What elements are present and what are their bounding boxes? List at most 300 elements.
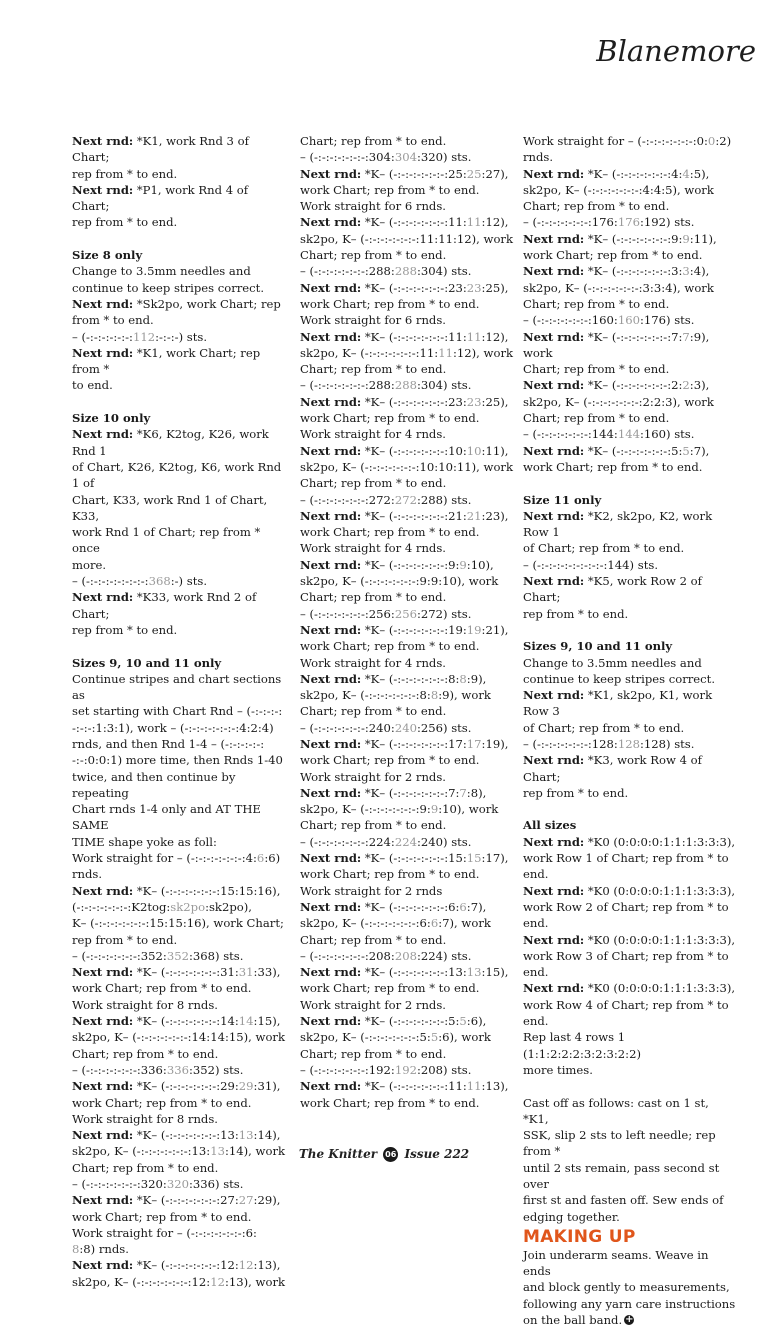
- instruction-text: Work straight for 4 rnds.: [300, 655, 446, 670]
- instruction-text: :336) sts.: [188, 1177, 244, 1191]
- size-value-grey: 27: [238, 1193, 254, 1208]
- pattern-line: [72, 1029, 286, 1045]
- pattern-line: [300, 964, 514, 980]
- instruction-text: *K– (-:-:-:-:-:-:-:9:: [584, 231, 683, 246]
- pattern-line: [300, 231, 514, 247]
- size-value-grey: 240: [394, 720, 417, 735]
- instruction-text: :9), work: [438, 688, 491, 703]
- instruction-text: Work straight for 8 rnds.: [72, 997, 218, 1012]
- pattern-line: [300, 655, 514, 671]
- instruction-text: sk2po, K– (-:-:-:-:-:-:-:4:4:5), work: [523, 182, 714, 197]
- instruction-text: Chart; rep from * to end.: [72, 1046, 219, 1061]
- size-value-grey: 11: [466, 1079, 482, 1094]
- instruction-text: work Chart; rep from * to end.: [300, 639, 480, 654]
- instruction-text: work Chart; rep from * to end.: [72, 981, 252, 996]
- instruction-text: sk2po, K– (-:-:-:-:-:-:-:9:9:10), work: [300, 574, 499, 589]
- magazine-name: The Knitter: [298, 1147, 378, 1161]
- size-value-grey: 21: [466, 508, 482, 523]
- instruction-text: Chart; rep from * to end.: [300, 362, 447, 377]
- size-value-grey: 6: [430, 916, 439, 931]
- instruction-text: :368) sts.: [188, 948, 244, 963]
- heading-text: All sizes: [523, 818, 577, 833]
- pattern-line: [300, 508, 514, 524]
- instruction-text: *K– (-:-:-:-:-:-:-:11:: [361, 215, 467, 230]
- instruction-text: *K– (-:-:-:-:-:-:-:25:: [361, 166, 467, 181]
- instruction-text: *K33, work Rnd 2 of Chart;: [72, 590, 257, 621]
- size-value-grey: 6: [459, 899, 467, 914]
- size-value-grey: 5: [459, 1014, 467, 1029]
- size-value-grey: 17: [466, 736, 482, 751]
- pattern-line: [300, 459, 514, 475]
- instruction-text: Change to 3.5mm needles and: [72, 264, 251, 279]
- size-value-grey: 208: [394, 948, 417, 963]
- instruction-text: first st and fasten off. Sew ends of: [523, 1193, 724, 1208]
- pattern-line: [523, 1160, 737, 1193]
- instruction-text: Work straight for 2 rnds.: [300, 769, 446, 784]
- instruction-text: *K– (-:-:-:-:-:-:-:12:: [133, 1258, 239, 1273]
- pattern-line: [72, 1095, 286, 1111]
- size-heading: [523, 638, 737, 654]
- pattern-line: [300, 280, 514, 296]
- instruction-label: Next rnd:: [523, 329, 585, 344]
- instruction-text: :13),: [253, 1258, 281, 1273]
- instruction-text: :160) sts.: [639, 427, 695, 442]
- instruction-text: Work straight for 2 rnds: [300, 883, 443, 898]
- instruction-text: :13), work: [224, 1274, 286, 1289]
- size-value-grey: 2: [682, 378, 690, 393]
- instruction-text: – (-:-:-:-:-:-:-:272:: [300, 492, 395, 507]
- size-value-grey: 14: [238, 1014, 254, 1029]
- pattern-line: [523, 980, 737, 996]
- instruction-text: work Row 4 of Chart; rep from * to end.: [523, 997, 729, 1029]
- instruction-text: :304) sts.: [416, 378, 472, 393]
- instruction-text: *K– (-:-:-:-:-:-:-:11:: [361, 1079, 467, 1094]
- pattern-line: [72, 1127, 286, 1143]
- pattern-line: [523, 377, 737, 393]
- instruction-text: TIME shape yoke as foll:: [72, 834, 217, 849]
- pattern-line: [72, 866, 286, 882]
- instruction-text: :240) sts.: [416, 834, 472, 849]
- instruction-text: Chart; rep from * to end.: [300, 704, 447, 719]
- pattern-line: [523, 247, 737, 263]
- pattern-line: [300, 736, 514, 752]
- instruction-text: *K– (-:-:-:-:-:-:-:29:: [133, 1079, 239, 1094]
- size-value-grey: 31: [238, 965, 254, 980]
- instruction-text: :208) sts.: [416, 1062, 472, 1077]
- instruction-label: Next rnd:: [300, 965, 362, 980]
- instruction-text: -:-:0:0:1) more time, then Rnds 1-40: [72, 753, 283, 768]
- instruction-text: work Chart; rep from * to end.: [300, 525, 480, 540]
- instruction-text: sk2po, K– (-:-:-:-:-:-:-:11:11:12), work: [300, 231, 513, 246]
- instruction-text: – (-:-:-:-:-:-:-:224:: [300, 834, 395, 849]
- spacer: [523, 622, 737, 638]
- instruction-label: Next rnd:: [300, 394, 362, 409]
- instruction-text: – (-:-:-:-:-:-:-:208:: [300, 948, 395, 963]
- instruction-label: Next rnd:: [300, 1014, 362, 1029]
- size-value-grey: 11: [438, 345, 453, 360]
- instruction-text: :2): [715, 134, 732, 148]
- instruction-label: Next rnd:: [523, 753, 585, 768]
- pattern-line: [523, 899, 737, 932]
- heading-text: Size 11 only: [523, 492, 602, 507]
- instruction-text: :33),: [253, 965, 281, 980]
- instruction-text: work Chart; rep from * to end.: [300, 411, 480, 426]
- pattern-line: [523, 508, 737, 541]
- pattern-line: [523, 329, 737, 362]
- pattern-line: [72, 964, 286, 980]
- pattern-line: [523, 948, 737, 981]
- size-value-grey: 4: [682, 166, 690, 181]
- instruction-text: sk2po, K– (-:-:-:-:-:-:-:12:: [72, 1274, 211, 1289]
- instruction-text: Cast off as follows: cast on 1 st, *K1,: [523, 1095, 709, 1126]
- pattern-line: [300, 1062, 514, 1078]
- instruction-text: work Row 2 of Chart; rep from * to end.: [523, 899, 729, 931]
- instruction-text: Chart; rep from * to end.: [300, 134, 447, 148]
- instruction-label: Next rnd:: [72, 296, 134, 311]
- pattern-line: [300, 182, 514, 198]
- size-value-grey: 12: [238, 1258, 254, 1273]
- instruction-label: Next rnd:: [72, 965, 134, 980]
- instruction-text: SSK, slip 2 sts to left needle; rep from *: [523, 1128, 716, 1159]
- pattern-line: [72, 492, 286, 525]
- instruction-text: sk2po, K– (-:-:-:-:-:-:-:6:: [300, 916, 431, 931]
- pattern-line: [300, 1046, 514, 1062]
- pattern-line: [300, 801, 514, 817]
- instruction-label: Next rnd:: [72, 590, 134, 605]
- instruction-text: :23),: [481, 508, 509, 523]
- instruction-text: Chart; rep from * to end.: [300, 1046, 447, 1061]
- size-value-grey: 11: [466, 215, 482, 230]
- pattern-line: [300, 247, 514, 263]
- instruction-label: Next rnd:: [523, 883, 585, 898]
- instruction-label: Next rnd:: [72, 134, 134, 148]
- instruction-text: Chart, K33, work Rnd 1 of Chart, K33,: [72, 492, 268, 523]
- pattern-line: [300, 1029, 514, 1045]
- instruction-text: *K– (-:-:-:-:-:-:-:19:: [361, 622, 467, 637]
- instruction-text: – (-:-:-:-:-:-:-:288:: [300, 378, 395, 393]
- instruction-text: Join underarm seams. Weave in ends: [523, 1247, 709, 1279]
- instruction-text: :288) sts.: [416, 492, 472, 507]
- pattern-line: [300, 932, 514, 948]
- pattern-line: [72, 1241, 286, 1257]
- instruction-text: rep from * to end.: [523, 606, 629, 621]
- pattern-line: [523, 198, 737, 214]
- pattern-column-2: [300, 133, 514, 1111]
- size-value-grey: 0: [707, 134, 716, 148]
- pattern-line: [300, 899, 514, 915]
- instruction-text: work Chart; rep from * to end.: [72, 1209, 252, 1224]
- instruction-text: work Chart; rep from * to end.: [300, 867, 480, 882]
- instruction-text: and block gently to measurements,: [523, 1280, 730, 1295]
- pattern-line: [72, 214, 286, 230]
- instruction-text: work Rnd 1 of Chart; rep from * once: [72, 525, 261, 556]
- instruction-label: Next rnd:: [72, 1079, 134, 1094]
- pattern-line: [300, 817, 514, 833]
- instruction-label: Next rnd:: [523, 264, 585, 279]
- instruction-text: work Chart; rep from * to end.: [523, 459, 703, 474]
- instruction-text: *K– (-:-:-:-:-:-:-:27:: [133, 1193, 239, 1208]
- size-heading: [72, 655, 286, 671]
- pattern-line: [523, 1296, 737, 1312]
- pattern-line: [300, 377, 514, 393]
- size-value-grey: 5: [682, 443, 690, 458]
- pattern-line: [72, 1062, 286, 1078]
- size-value-grey: 12: [210, 1274, 225, 1289]
- pattern-line: [300, 997, 514, 1013]
- instruction-text: sk2po, K– (-:-:-:-:-:-:-:2:2:3), work: [523, 394, 714, 409]
- instruction-text: – (-:-:-:-:-:-:-:288:: [300, 264, 395, 279]
- instruction-text: continue to keep stripes correct.: [72, 280, 264, 295]
- instruction-text: rnds, and then Rnd 1-4 – (-:-:-:-:-:: [72, 736, 265, 751]
- pattern-line: [72, 671, 286, 704]
- pattern-line: [72, 280, 286, 296]
- instruction-text: :128) sts.: [639, 736, 695, 751]
- size-value-grey: 304: [394, 150, 417, 165]
- instruction-text: *K– (-:-:-:-:-:-:-:14:: [133, 1014, 239, 1029]
- instruction-text: Chart; rep from * to end.: [300, 476, 447, 491]
- instruction-text: *K5, work Row 2 of Chart;: [523, 574, 702, 605]
- instruction-text: following any yarn care instructions: [523, 1296, 736, 1311]
- instruction-text: Work straight for – (-:-:-:-:-:-:-:6:: [72, 1225, 257, 1240]
- size-value-grey: 256: [394, 606, 417, 621]
- pattern-line: [523, 932, 737, 948]
- pattern-line: [72, 1176, 286, 1192]
- instruction-text: Chart; rep from * to end.: [300, 818, 447, 833]
- instruction-text: – (-:-:-:-:-:-:-:256:: [300, 606, 395, 621]
- pattern-line: [72, 1225, 286, 1241]
- instruction-text: work Row 1 of Chart; rep from * to end.: [523, 851, 729, 882]
- instruction-text: Work straight for 6 rnds.: [300, 313, 446, 328]
- pattern-line: [523, 214, 737, 230]
- size-value-grey: 224: [394, 834, 417, 849]
- instruction-label: Next rnd:: [523, 688, 585, 703]
- pattern-line: [72, 329, 286, 345]
- instruction-text: until 2 sts remain, pass second st over: [523, 1160, 720, 1191]
- pattern-line: [523, 1209, 737, 1225]
- instruction-text: :8) rnds.: [79, 1242, 129, 1257]
- instruction-text: Work straight for – (-:-:-:-:-:-:-:0:: [523, 134, 708, 148]
- instruction-label: Next rnd:: [523, 378, 585, 393]
- page-title: Blanemore: [596, 34, 756, 68]
- spacer: [72, 231, 286, 247]
- instruction-label: Next rnd:: [523, 932, 585, 947]
- instruction-text: *K– (-:-:-:-:-:-:-:7:: [361, 785, 460, 800]
- instruction-text: – (-:-:-:-:-:-:-:192:: [300, 1062, 395, 1077]
- instruction-text: :27),: [481, 166, 509, 181]
- size-value-grey: 10: [466, 443, 482, 458]
- pattern-line: [72, 622, 286, 638]
- size-value-grey: 3: [682, 264, 690, 279]
- instruction-text: :5),: [689, 166, 710, 181]
- pattern-line: [72, 459, 286, 492]
- pattern-line: [523, 410, 737, 426]
- pattern-line: [72, 1192, 286, 1208]
- heading-text: Sizes 9, 10 and 11 only: [72, 655, 222, 670]
- pattern-line: [72, 524, 286, 557]
- instruction-text: :25),: [481, 394, 509, 409]
- instruction-text: *K– (-:-:-:-:-:-:-:6:: [361, 899, 460, 914]
- heading-text: Sizes 9, 10 and 11 only: [523, 639, 673, 654]
- instruction-text: :6), work: [438, 1030, 491, 1045]
- instruction-label: Next rnd:: [72, 1193, 134, 1208]
- pattern-line: [300, 557, 514, 573]
- pattern-line: [72, 1078, 286, 1094]
- pattern-line: [72, 736, 286, 752]
- pattern-line: [300, 361, 514, 377]
- pattern-line: [300, 540, 514, 556]
- instruction-text: :14), work: [224, 1144, 286, 1159]
- instruction-text: *K2, sk2po, K2, work Row 1: [523, 508, 713, 540]
- pattern-line: [300, 720, 514, 736]
- instruction-text: continue to keep stripes correct.: [523, 671, 715, 686]
- spacer: [72, 638, 286, 654]
- instruction-text: Chart; rep from * to end.: [523, 362, 670, 377]
- instruction-label: Next rnd:: [300, 785, 362, 800]
- pattern-line: [300, 573, 514, 589]
- pattern-line: [300, 410, 514, 426]
- instruction-text: :304) sts.: [416, 264, 472, 279]
- instruction-text: Chart; rep from * to end.: [523, 411, 670, 426]
- instruction-text: work Chart; rep from * to end.: [300, 753, 480, 768]
- instruction-text: more.: [72, 557, 107, 572]
- instruction-text: – (-:-:-:-:-:-:-:304:: [300, 150, 395, 165]
- instruction-text: *K– (-:-:-:-:-:-:-:4:: [584, 166, 683, 181]
- instruction-text: *K1, work Rnd 3 of Chart;: [72, 134, 249, 165]
- instruction-text: :7),: [466, 899, 487, 914]
- instruction-text: – (-:-:-:-:-:-:-:240:: [300, 720, 395, 735]
- instruction-text: *K0 (0:0:0:0:1:1:1:3:3:3),: [584, 883, 736, 898]
- pattern-line: [72, 345, 286, 378]
- pattern-line: [300, 980, 514, 996]
- pattern-line: [523, 850, 737, 883]
- pattern-line: [523, 312, 737, 328]
- size-value-grey: 19: [466, 622, 482, 637]
- pattern-line: [523, 540, 737, 556]
- pattern-line: [300, 915, 514, 931]
- heading-text: Size 10 only: [72, 411, 151, 426]
- pattern-line: [72, 263, 286, 279]
- pattern-line: [523, 263, 737, 279]
- size-value-grey: 13: [466, 965, 482, 980]
- instruction-text: Rep last 4 rows 1 (1:1:2:2:2:3:2:3:2:2): [523, 1030, 641, 1061]
- instruction-text: sk2po, K– (-:-:-:-:-:-:-:9:: [300, 802, 431, 817]
- instruction-label: Next rnd:: [72, 427, 134, 442]
- pattern-line: [523, 752, 737, 785]
- size-value-grey: 11: [466, 329, 482, 344]
- instruction-text: sk2po, K– (-:-:-:-:-:-:-:13:: [72, 1144, 211, 1159]
- pattern-line: [523, 1247, 737, 1280]
- instruction-text: *K– (-:-:-:-:-:-:-:31:: [133, 965, 239, 980]
- instruction-text: *K3, work Row 4 of Chart;: [523, 753, 702, 784]
- instruction-text: *K– (-:-:-:-:-:-:-:23:: [361, 394, 467, 409]
- page-number-badge: 06: [383, 1147, 398, 1162]
- instruction-text: Work straight for 4 rnds.: [300, 541, 446, 556]
- instruction-label: Next rnd:: [300, 443, 362, 458]
- size-value-grey: 336: [166, 1062, 189, 1077]
- instruction-text: -:-:-:1:3:1), work – (-:-:-:-:-:-:-:4:2:4): [72, 720, 274, 735]
- pattern-line: [72, 589, 286, 622]
- pattern-line: [72, 769, 286, 802]
- pattern-line: [72, 426, 286, 459]
- size-value-grey: 23: [466, 280, 482, 295]
- instruction-text: :12), work: [452, 345, 514, 360]
- instruction-text: *K– (-:-:-:-:-:-:-:8:: [361, 671, 460, 686]
- pattern-line: [72, 720, 286, 736]
- instruction-text: :10),: [466, 557, 494, 572]
- instruction-text: *P1, work Rnd 4 of Chart;: [72, 182, 249, 214]
- pattern-line: [523, 687, 737, 720]
- instruction-text: work Chart; rep from * to end.: [300, 981, 480, 996]
- size-value-grey: 272: [394, 492, 417, 507]
- instruction-text: *K0 (0:0:0:0:1:1:1:3:3:3),: [584, 932, 736, 947]
- instruction-label: Next rnd:: [72, 1258, 134, 1273]
- instruction-text: Chart rnds 1-4 only and AT THE SAME: [72, 802, 261, 833]
- pattern-line: [72, 1013, 286, 1029]
- instruction-text: :25),: [481, 280, 509, 295]
- size-value-grey: 288: [394, 378, 417, 393]
- instruction-label: Next rnd:: [300, 851, 362, 866]
- spacer: [523, 801, 737, 817]
- instruction-text: :192) sts.: [639, 215, 695, 230]
- instruction-text: *K– (-:-:-:-:-:-:-:15:: [361, 851, 467, 866]
- instruction-text: :176) sts.: [639, 313, 695, 328]
- instruction-label: Next rnd:: [72, 1014, 134, 1029]
- pattern-line: [523, 443, 737, 459]
- pattern-line: [300, 1095, 514, 1111]
- spacer: [72, 394, 286, 410]
- pattern-line: [300, 752, 514, 768]
- size-value-grey: 23: [466, 394, 482, 409]
- instruction-text: sk2po, K– (-:-:-:-:-:-:-:5:: [300, 1030, 431, 1045]
- size-value-grey: 176: [617, 215, 640, 230]
- pattern-column-1: [72, 133, 286, 1290]
- pattern-line: [523, 1312, 737, 1328]
- instruction-label: Next rnd:: [523, 443, 585, 458]
- pattern-line: [300, 475, 514, 491]
- instruction-text: *Sk2po, work Chart; rep: [133, 296, 281, 311]
- instruction-label: Next rnd:: [300, 280, 362, 295]
- pattern-line: [523, 606, 737, 622]
- instruction-text: – (-:-:-:-:-:-:-:336:: [72, 1062, 167, 1077]
- instruction-text: Chart; rep from * to end.: [72, 1160, 219, 1175]
- pattern-line: [523, 361, 737, 377]
- pattern-line: [300, 214, 514, 230]
- pattern-line: [523, 459, 737, 475]
- size-value-grey: 128: [617, 736, 640, 751]
- size-value-grey: 6: [256, 851, 265, 866]
- pattern-line: [523, 785, 737, 801]
- size-value-grey: 13: [210, 1144, 225, 1159]
- instruction-text: Work straight for 4 rnds.: [300, 427, 446, 442]
- pattern-line: [72, 915, 286, 931]
- instruction-label: Next rnd:: [523, 981, 585, 996]
- pattern-line: [72, 1046, 286, 1062]
- instruction-text: rnds.: [523, 150, 554, 165]
- pattern-line: [72, 182, 286, 215]
- instruction-label: Next rnd:: [300, 508, 362, 523]
- instruction-text: :256) sts.: [416, 720, 472, 735]
- pattern-line: [300, 1078, 514, 1094]
- pattern-line: [72, 752, 286, 768]
- size-value-grey: 368: [148, 574, 171, 589]
- pattern-line: [523, 149, 737, 165]
- instruction-text: Chart; rep from * to end.: [300, 590, 447, 605]
- pattern-line: [300, 883, 514, 899]
- pattern-line: [523, 1192, 737, 1208]
- pattern-line: [72, 948, 286, 964]
- pattern-line: [523, 655, 737, 671]
- pattern-line: [300, 834, 514, 850]
